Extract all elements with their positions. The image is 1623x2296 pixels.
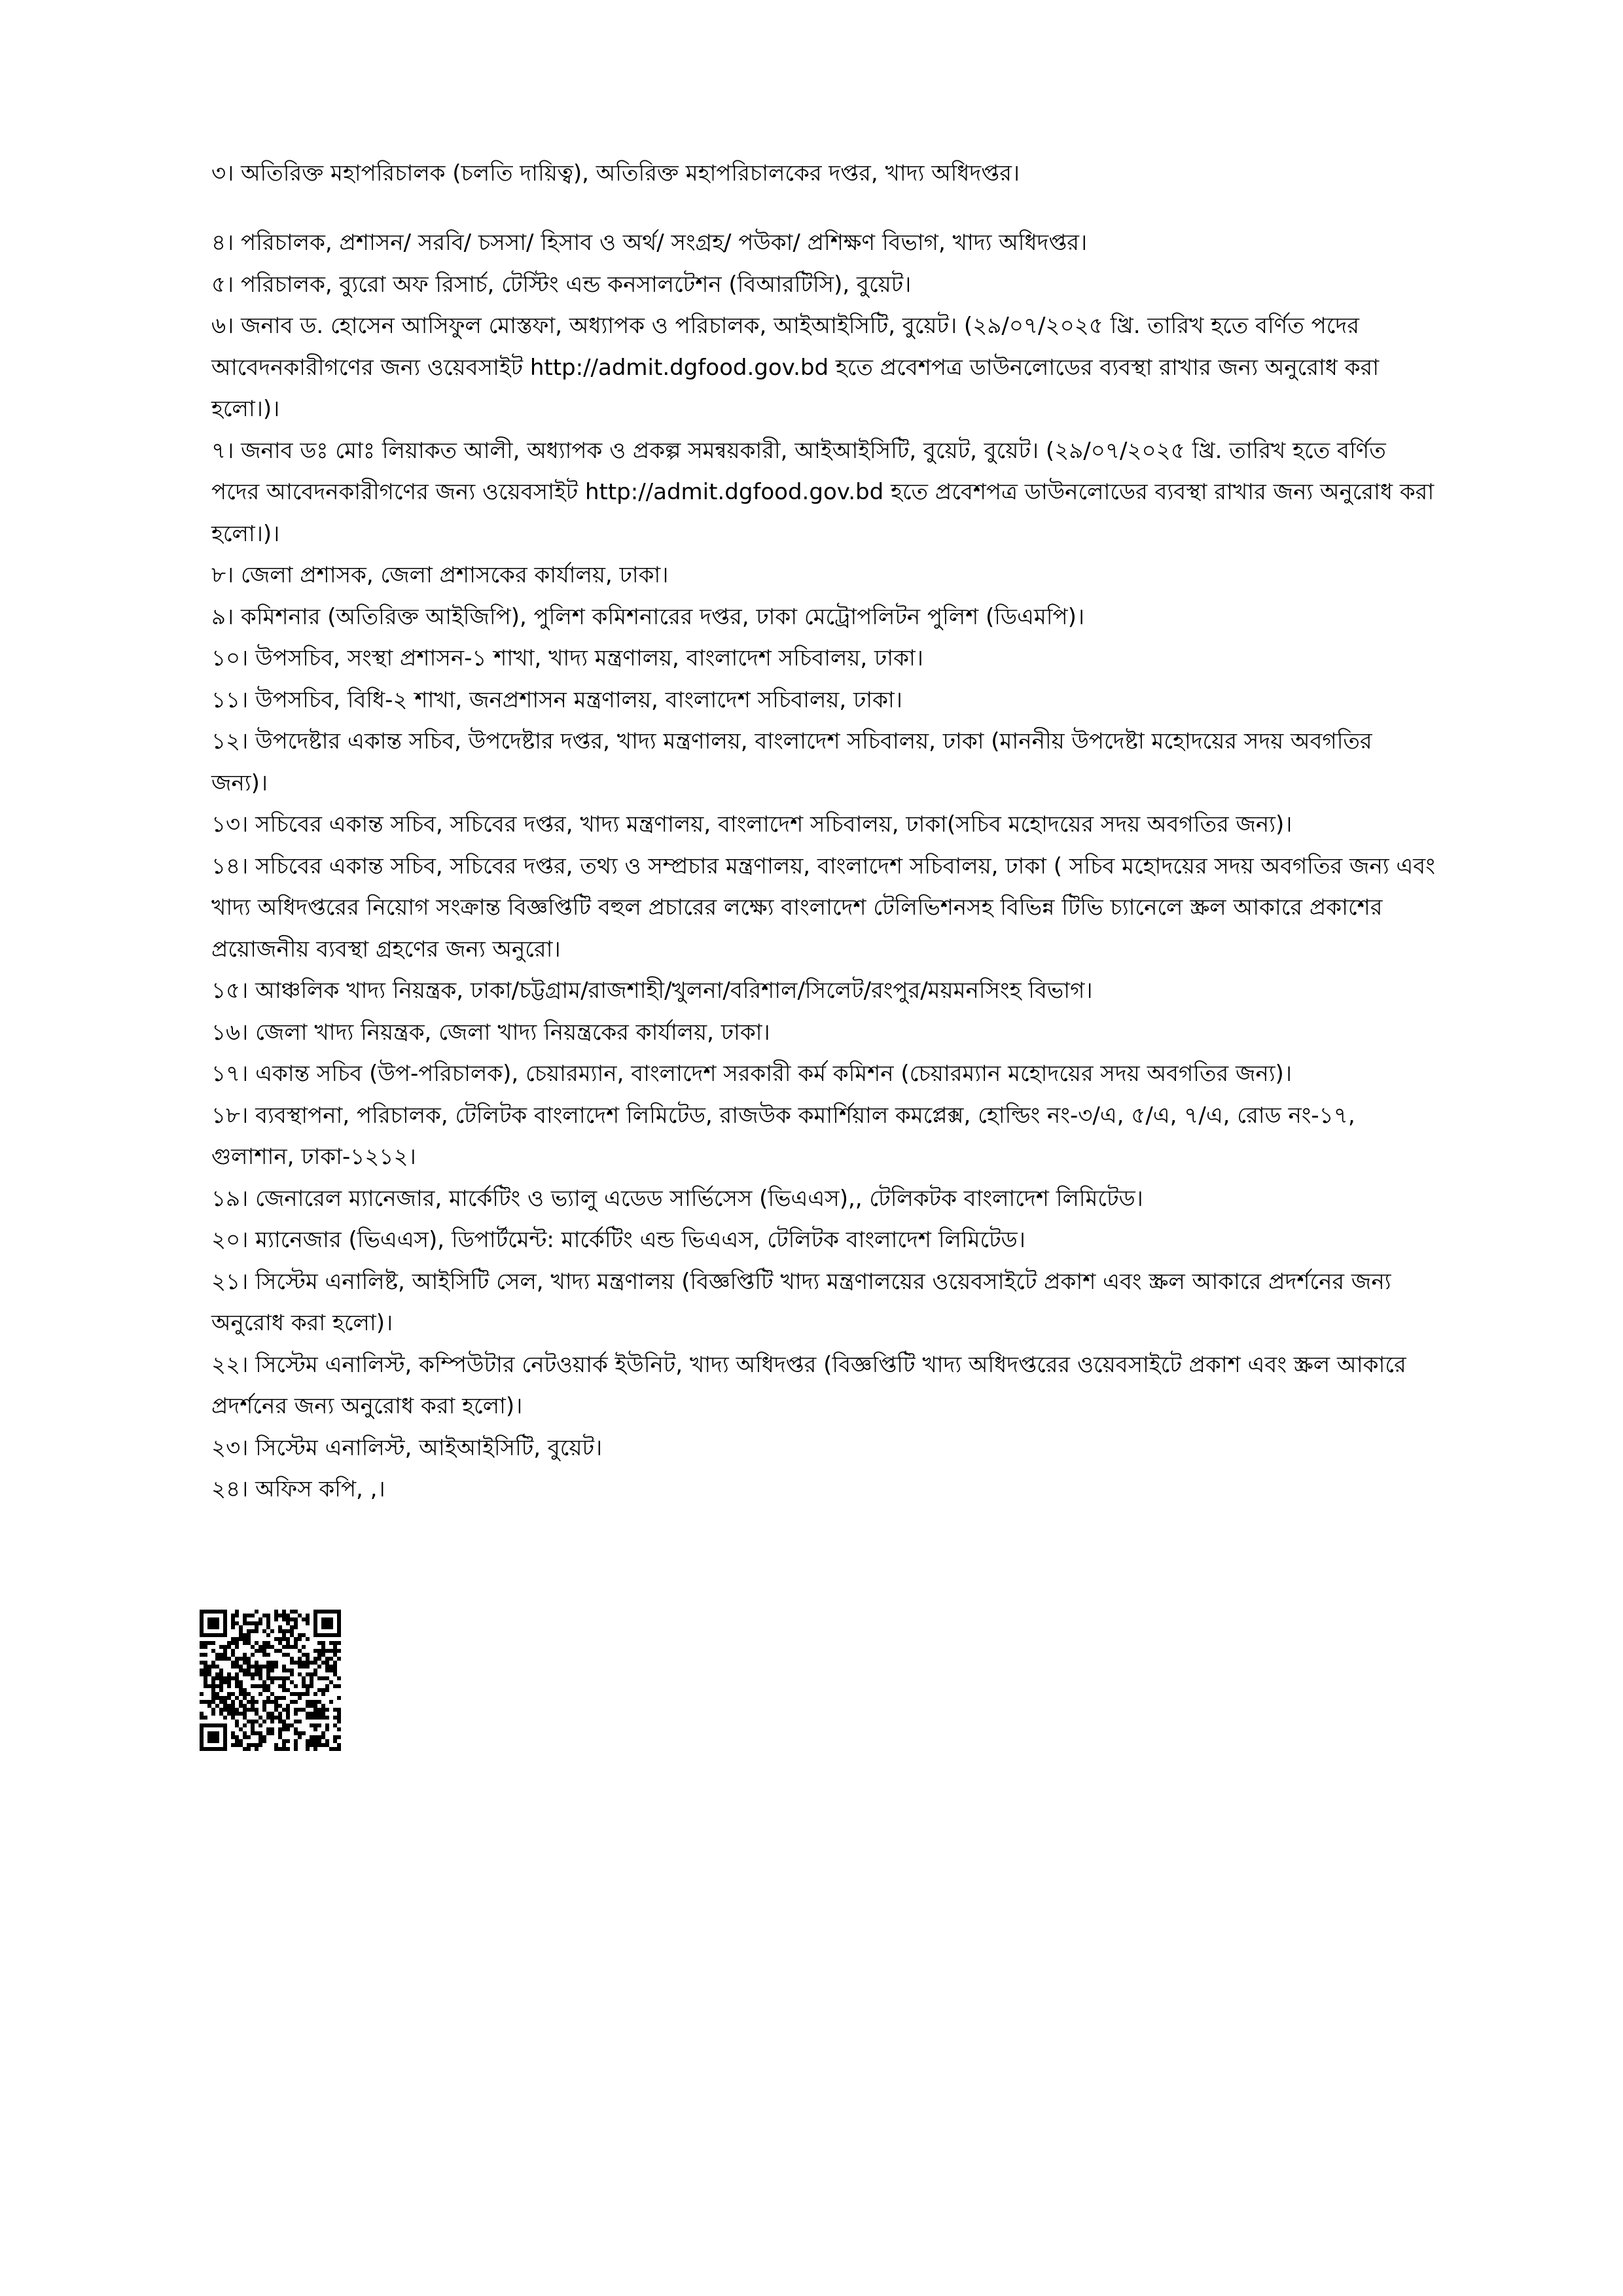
list-item: ১৫। আঞ্চলিক খাদ্য নিয়ন্ত্রক, ঢাকা/চট্টগ্রাম/রাজশাহী/খুলনা/বরিশাল/সিলেট/রংপুর/ময়মনসিংহ বিভাগ।	[211, 978, 1093, 1004]
list-item: ১৬। জেলা খাদ্য নিয়ন্ত্রক, জেলা খাদ্য নিয়ন্ত্রকের কার্যালয়, ঢাকা।	[211, 1019, 770, 1046]
list-item: ৬। জনাব ড. হোসেন আসিফুল মোস্তফা, অধ্যাপক ও পরিচালক, আইআইসিটি, বুয়েট। (২৯/০৭/২০২৫ খ্রি. তারিখ হতে বর্ণিত পদের আবেদনকারীগণের জন্য ওয়েবসাইট http://admit.dgfood.gov.bd হতে প্রবেশপত্র ডাউনলোডের ব্যবস্থা রাখার জন্য অনুরোধ করা হলো।)।	[211, 313, 1380, 422]
list-item: ২১। সিস্টেম এনালিষ্ট, আইসিটি সেল, খাদ্য মন্ত্রণালয় (বিজ্ঞপ্তিটি খাদ্য মন্ত্রণালয়ের ওয়েবসাইটে প্রকাশ এবং স্ক্রল আকারে প্রদর্শনের জন্য অনুরোধ করা হলো)।	[211, 1268, 1391, 1336]
partial-list-item-text: ৩। অতিরিক্ত মহাপরিচালক (চলতি দায়িত্ব), অতিরিক্ত মহাপরিচালকের দপ্তর, খাদ্য অধিদপ্তর।	[211, 160, 1020, 186]
list-item: ৪। পরিচালক, প্রশাসন/ সরবি/ চসসা/ হিসাব ও অর্থ/ সংগ্রহ/ পউকা/ প্রশিক্ষণ বিভাগ, খাদ্য অধিদপ্তর।	[211, 230, 1088, 256]
list-item: ২৪। অফিস কপি, ,।	[211, 1476, 385, 1502]
list-item: ৫। পরিচালক, ব্যুরো অফ রিসার্চ, টেস্টিং এন্ড কনসালটেশন (বিআরটিসি), বুয়েট।	[211, 271, 912, 298]
list-item: ১০। উপসচিব, সংস্থা প্রশাসন-১ শাখা, খাদ্য মন্ত্রণালয়, বাংলাদেশ সচিবালয়, ঢাকা।	[211, 645, 923, 671]
list-item: ২০। ম্যানেজার (ভিএএস), ডিপার্টমেন্ট: মার্কেটিং এন্ড ভিএএস, টেলিটক বাংলাদেশ লিমিটেড।	[211, 1227, 1026, 1253]
list-item: ১৪। সচিবের একান্ত সচিব, সচিবের দপ্তর, তথ্য ও সম্প্রচার মন্ত্রণালয়, বাংলাদেশ সচিবালয়, ঢাকা ( সচিব মহোদয়ের সদয় অবগতির জন্য এবং খাদ্য অধিদপ্তরের নিয়োগ সংক্রান্ত বিজ্ঞপ্তিটি বহুল প্রচারের লক্ষ্যে বাংলাদেশ টেলিভিশনসহ বিভিন্ন টিভি চ্যানেলে স্ক্রল আকারে প্রকাশের প্রয়োজনীয় ব্যবস্থা গ্রহণের জন্য অনুরো।	[211, 853, 1435, 963]
list-item: ৯। কমিশনার (অতিরিক্ত আইজিপি), পুলিশ কমিশনারের দপ্তর, ঢাকা মেট্রোপলিটন পুলিশ (ডিএমপি)।	[211, 603, 1085, 630]
list-item: ৭। জনাব ডঃ মোঃ লিয়াকত আলী, অধ্যাপক ও প্রকল্প সমন্বয়কারী, আইআইসিটি, বুয়েট, বুয়েট। (২৯/০৭/২০২৫ খ্রি. তারিখ হতে বর্ণিত পদের আবেদনকারীগণের জন্য ওয়েবসাইট http://admit.dgfood.gov.bd হতে প্রবেশপত্র ডাউনলোডের ব্যবস্থা রাখার জন্য অনুরোধ করা হলো।)।	[211, 437, 1435, 547]
list-item: ১৭। একান্ত সচিব (উপ-পরিচালক), চেয়ারম্যান, বাংলাদেশ সরকারী কর্ম কমিশন (চেয়ারম্যান মহোদয়ের সদয় অবগতির জন্য)।	[211, 1061, 1292, 1087]
qr-code-icon	[200, 1610, 341, 1751]
list-item: ২২। সিস্টেম এনালিস্ট, কম্পিউটার নেটওয়ার্ক ইউনিট, খাদ্য অধিদপ্তর (বিজ্ঞপ্তিটি খাদ্য অধিদপ্তরের ওয়েবসাইটে প্রকাশ এবং স্ক্রল আকারে প্রদর্শনের জন্য অনুরোধ করা হলো)।	[211, 1351, 1406, 1419]
list-item: ২৩। সিস্টেম এনালিস্ট, আইআইসিটি, বুয়েট।	[211, 1434, 603, 1461]
list-item: ৮। জেলা প্রশাসক, জেলা প্রশাসকের কার্যালয়, ঢাকা।	[211, 562, 669, 588]
partial-list-item	[211, 160, 1435, 200]
list-item: ১৮। ব্যবস্থাপনা, পরিচালক, টেলিটক বাংলাদেশ লিমিটেড, রাজউক কমার্শিয়াল কমপ্লেক্স, হোল্ডিং নং-৩/এ, ৫/এ, ৭/এ, রোড নং-১৭, গুলাশান, ঢাকা-১২১২।	[211, 1102, 1355, 1170]
list-item: ১৯। জেনারেল ম্যানেজার, মার্কেটিং ও ভ্যালু এডেড সার্ভিসেস (ভিএএস),, টেলিকটক বাংলাদেশ লিমিটেড।	[211, 1185, 1143, 1212]
distribution-list	[211, 222, 1435, 1511]
list-item: ১৩। সচিবের একান্ত সচিব, সচিবের দপ্তর, খাদ্য মন্ত্রণালয়, বাংলাদেশ সচিবালয়, ঢাকা(সচিব মহোদয়ের সদয় অবগতির জন্য)।	[211, 811, 1293, 838]
list-item: ১১। উপসচিব, বিধি-২ শাখা, জনপ্রশাসন মন্ত্রণালয়, বাংলাদেশ সচিবালয়, ঢাকা।	[211, 686, 902, 713]
list-item: ১২। উপদেষ্টার একান্ত সচিব, উপদেষ্টার দপ্তর, খাদ্য মন্ত্রণালয়, বাংলাদেশ সচিবালয়, ঢাকা (মাননীয় উপদেষ্টা মহোদয়ের সদয় অবগতির জন্য)।	[211, 728, 1372, 796]
